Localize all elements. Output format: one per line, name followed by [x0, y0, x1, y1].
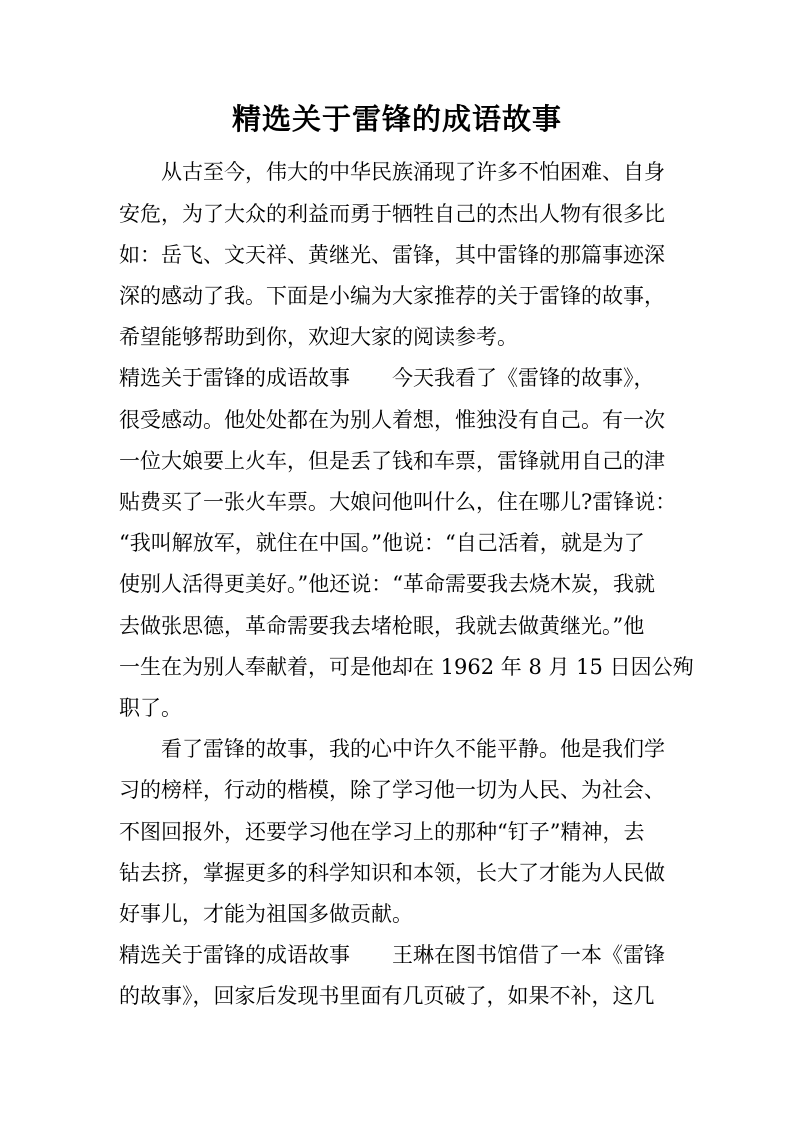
paragraph-line: 钻去挤，掌握更多的科学知识和本领，长大了才能为人民做 — [119, 861, 665, 885]
paragraph-line: 很受感动。他处处都在为别人着想，惟独没有自己。有一次 — [119, 408, 665, 432]
paragraph-line: 安危，为了大众的利益而勇于牺牲自己的杰出人物有很多比 — [119, 202, 665, 226]
paragraph-line: 精选关于雷锋的成语故事 王琳在图书馆借了一本《雷锋 — [119, 943, 665, 967]
paragraph-line: 一位大娘要上火车，但是丢了钱和车票，雷锋就用自己的津 — [119, 449, 665, 473]
paragraph-line: 职了。 — [119, 696, 182, 720]
paragraph-line: 从古至今，伟大的中华民族涌现了许多不怕困难、自身 — [161, 160, 665, 184]
paragraph-line: 一生在为别人奉献着，可是他却在 1962 年 8 月 15 日因公殉 — [119, 655, 694, 679]
paragraph-line: 贴费买了一张火车票。大娘问他叫什么，住在哪儿?雷锋说： — [119, 490, 677, 514]
paragraph-line: “我叫解放军，就住在中国。”他说：“自己活着，就是为了 — [119, 531, 645, 555]
paragraph-line: 如：岳飞、文天祥、黄继光、雷锋，其中雷锋的那篇事迹深 — [119, 243, 665, 267]
paragraph-line: 不图回报外，还要学习他在学习上的那种“钉子”精神，去 — [119, 820, 645, 844]
document-title: 精选关于雷锋的成语故事 — [231, 102, 562, 136]
paragraph-line: 好事儿，才能为祖国多做贡献。 — [119, 902, 413, 926]
paragraph-line: 希望能够帮助到你，欢迎大家的阅读参考。 — [119, 325, 518, 349]
paragraph-line: 精选关于雷锋的成语故事 今天我看了《雷锋的故事》， — [119, 366, 655, 390]
paragraph-line: 习的榜样，行动的楷模，除了学习他一切为人民、为社会、 — [119, 778, 665, 802]
paragraph-line: 深的感动了我。下面是小编为大家推荐的关于雷锋的故事， — [119, 284, 665, 308]
paragraph-line: 的故事》，回家后发现书里面有几页破了，如果不补，这几 — [119, 984, 655, 1008]
paragraph-line: 看了雷锋的故事，我的心中许久不能平静。他是我们学 — [161, 737, 665, 761]
paragraph-line: 使别人活得更美好。”他还说：“革命需要我去烧木炭，我就 — [119, 572, 655, 596]
paragraph-line: 去做张思德，革命需要我去堵枪眼，我就去做黄继光。”他 — [119, 614, 645, 638]
